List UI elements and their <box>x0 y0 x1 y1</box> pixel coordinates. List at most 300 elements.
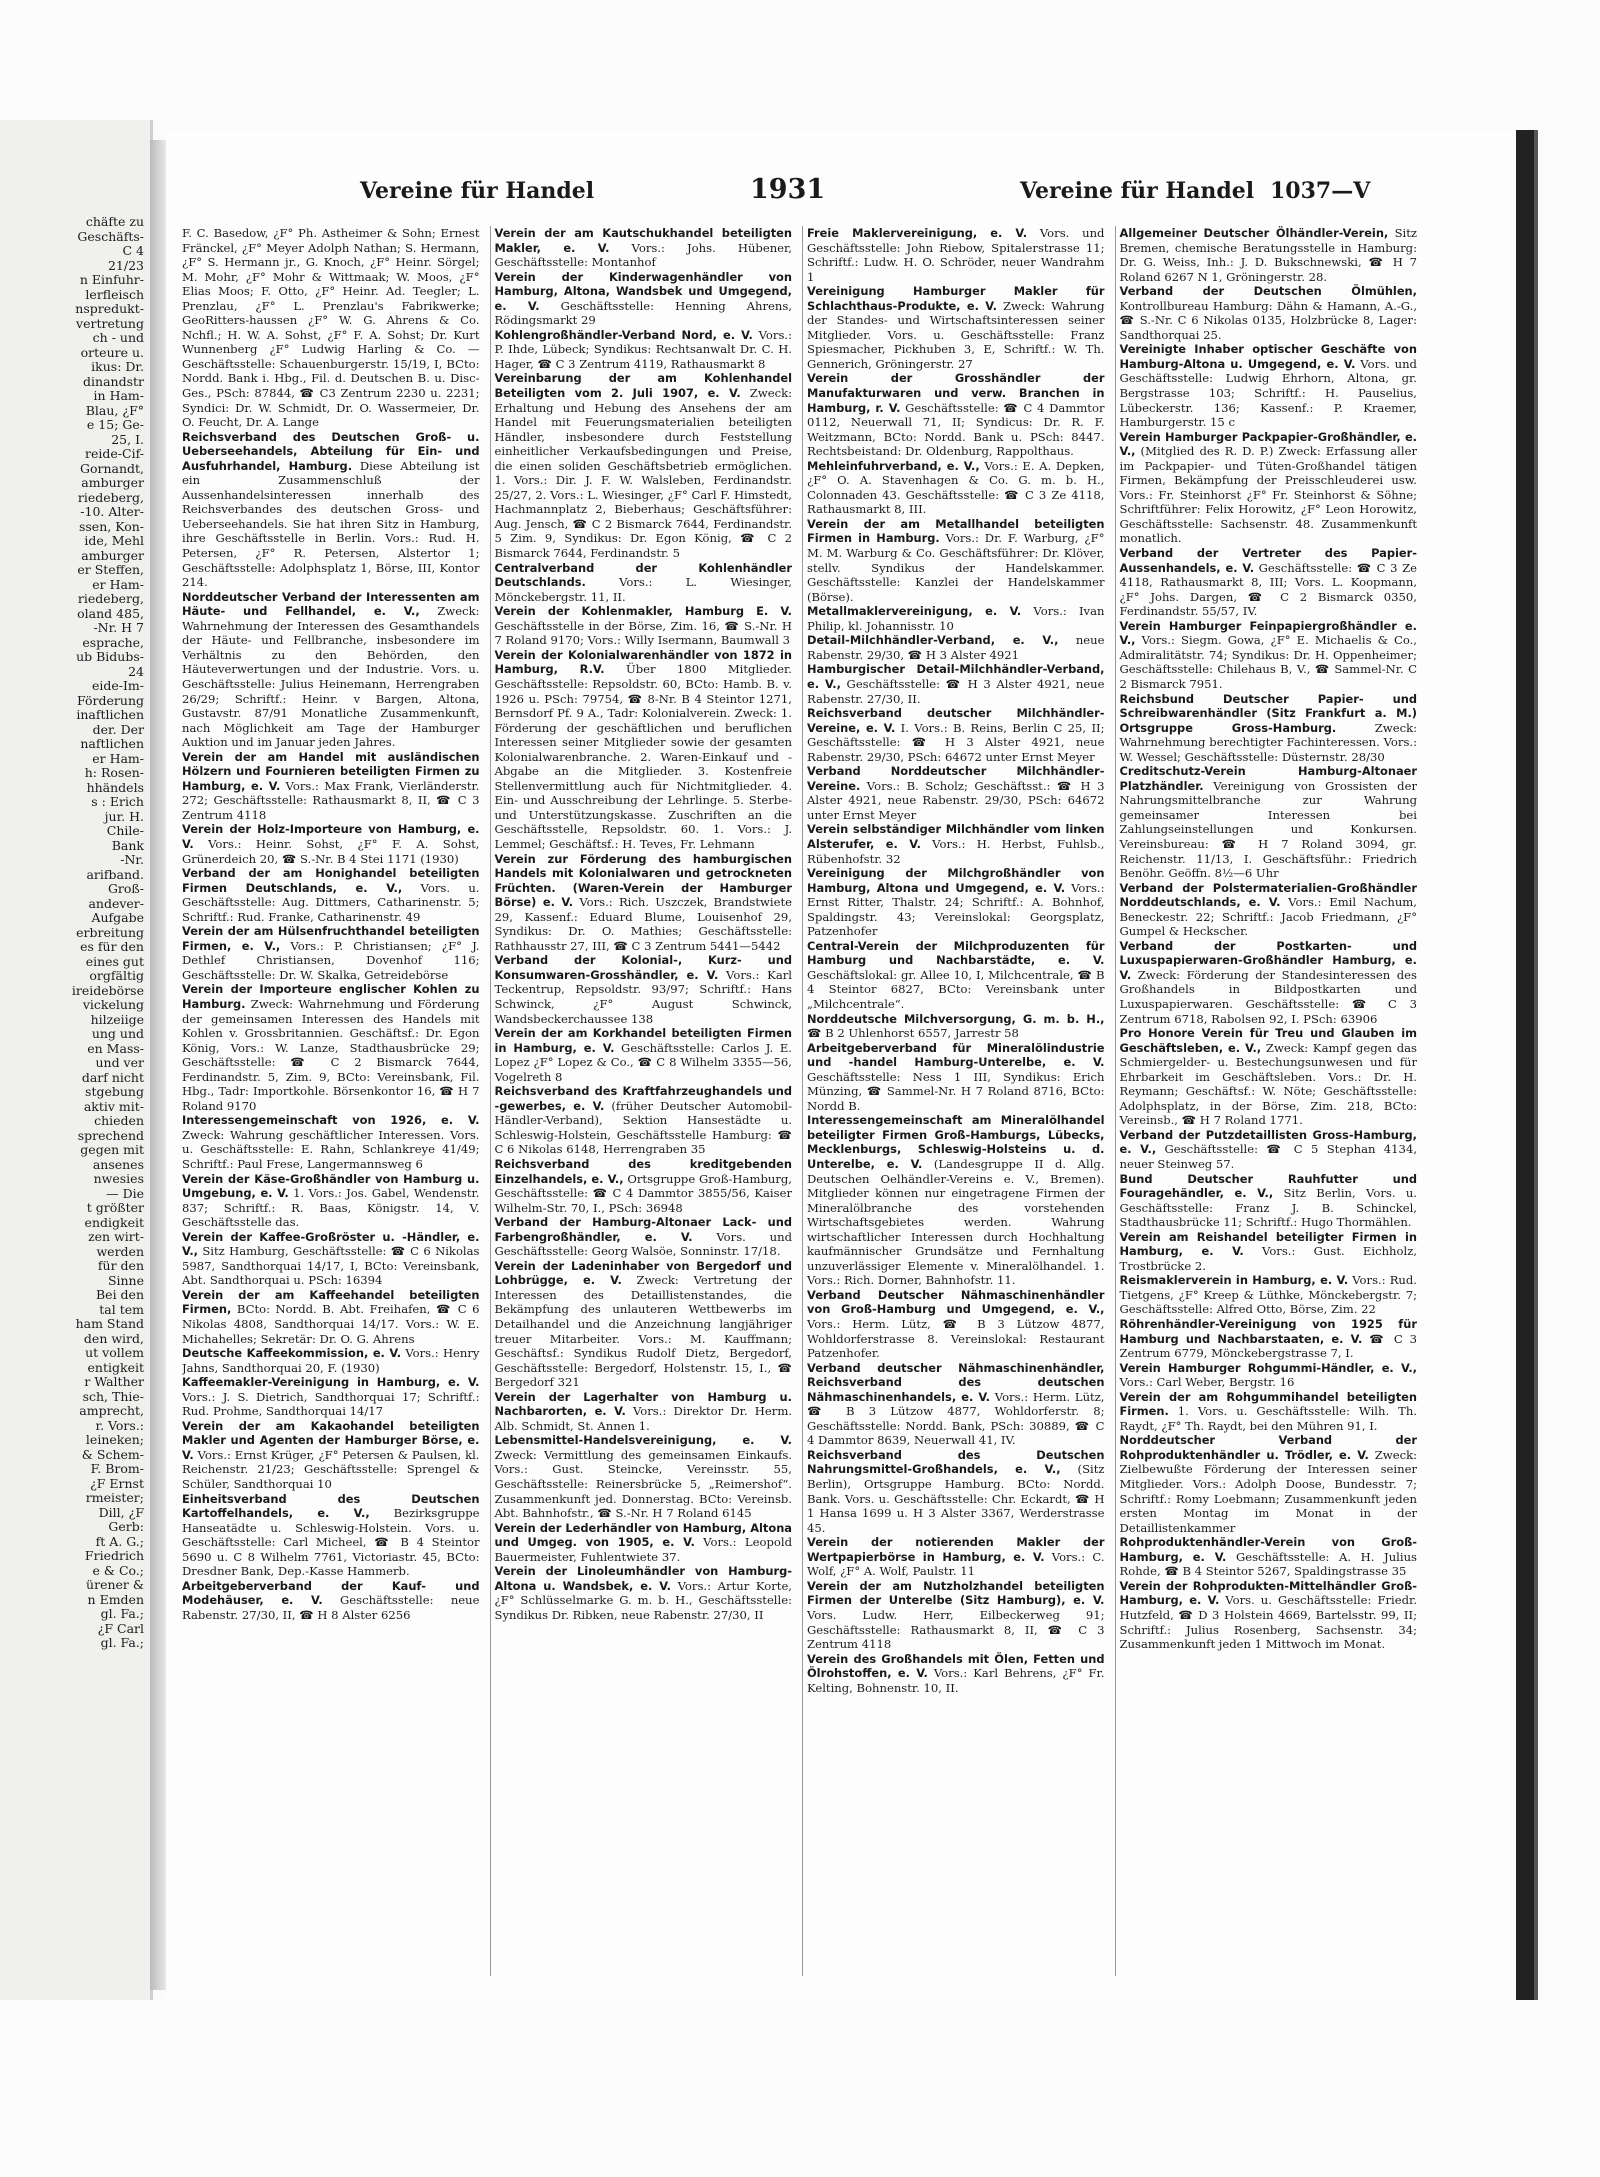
entry-body: (Mitglied des R. D. P.) Zweck: Erfassung aller im Packpapier- und Tüten-Großhandel tätigen Firmen, Bekämpfung der Preisschleuderei usw. Vors.: Fr. Steinhorst ¿F° Fr. Steinhorst & Söhne; Schriftführer: Felix Horowitz, ¿F° Leon Horowitz, Geschäftsstelle: Sachsenstr. 48. Zusammenkunft monatlich. <box>1119 444 1417 546</box>
adjacent-page-line: ub Bidubs- <box>76 650 144 664</box>
adjacent-page-line: r. Vors.: <box>95 1418 144 1433</box>
page-header <box>190 174 1415 218</box>
adjacent-page-line: ¿F Ernst <box>90 1476 144 1491</box>
entry-body: Sitz Bremen, chemische Beratungsstelle in Hamburg: Dr. G. Weiss, Inh.: J. D. Bukschnewski, ☎ H 7 Roland 6267 N 1, Gröningerstr. 28. <box>1119 226 1417 284</box>
entry-body: Zweck: Wahrung geschäftlicher Interessen. Vors. u. Geschäftsstelle: E. Rahn, Schlankreye 41/49; Schriftf.: Paul Frese, Langermannsweg 6 <box>182 1127 480 1171</box>
entry-title: Verein am Reishandel beteiligter Firmen in Hamburg, e. V. <box>1119 1229 1417 1259</box>
entry-body: Vors.: C. Wolf, ¿F° A. Wolf, Paulstr. 11 <box>807 1549 1105 1579</box>
adjacent-page-line: Gerb: <box>108 1520 144 1534</box>
adjacent-page-line: 21/23 <box>107 258 144 273</box>
entry-body: Zweck: Wahrnehmung und Förderung der gemeinsamen Interessen des Handels mit Kohlen v. Grossbritannien. Geschäftsf.: Dr. Egon König, Vors.: W. Lanze, Stadthausbrücke 29; Geschäftsstelle: ☎ C 2 Bismarck 7644, Ferdinandstr. 5, Zim. 9, BCto: Vereinsbank, Fil. Hbg., Tadr: Importkohle. Börsenkontor 16, ☎ H 7 Roland 9170 <box>182 996 480 1113</box>
directory-entry <box>1120 1579 1418 1652</box>
entry-title: Interessengemeinschaft von 1926, e. V. <box>182 1113 480 1128</box>
directory-entry <box>495 226 793 270</box>
entry-body: Vors.: Henry Jahns, Sandthorquai 20, F. (1930) <box>182 1346 480 1375</box>
entry-body: Vors.: L. Wiesinger, Mönckebergstr. 11, II. <box>494 575 792 604</box>
entry-body: Vors.: Herm. Lütz, ☎ B 3 Lützow 4877, Wohldorferstr. 8; Geschäftsstelle: Nordd. Bank, PSch: 30889, ☎ C 4 Dammtor 8639, Neuerwall 41, IV. <box>807 1389 1105 1448</box>
directory-entry <box>1120 881 1418 939</box>
directory-entry <box>807 1579 1105 1652</box>
adjacent-page-line: hhändels <box>86 780 144 795</box>
directory-entry <box>182 1579 480 1623</box>
entry-body: Vors.: Leopold Bauermeister, Fuhlentwiete 37. <box>494 1535 792 1564</box>
directory-column-1 <box>182 226 480 1976</box>
directory-entry <box>807 1535 1105 1579</box>
entry-title: Rohproduktenhändler-Verein von Groß-Hamburg, e. V. <box>1119 1535 1417 1564</box>
directory-entry <box>182 1113 480 1171</box>
adjacent-page-line: — Die <box>106 1186 144 1201</box>
adjacent-page-line: naftlichen <box>80 737 144 751</box>
adjacent-page-line: Förderung <box>77 693 144 708</box>
adjacent-page-strip <box>0 120 153 2000</box>
directory-entry <box>182 1419 480 1492</box>
adjacent-page-line: eines gut <box>85 954 144 969</box>
directory-entry <box>495 270 793 328</box>
entry-body: Vors.: Gust. Eichholz, Trostbrücke 2. <box>1119 1244 1417 1273</box>
header-right-title: Vereine für Handel <box>1020 178 1255 204</box>
entry-title: Arbeitgeberverband der Kauf- und Modehäuser, e. V. <box>182 1578 480 1608</box>
entry-body: Vors. u. Geschäftsstelle: Aug. Dittmers, Catharinenstr. 5; Schriftf.: Rud. Franke, Catharinenstr. 49 <box>182 880 480 924</box>
entry-body: Vors.: Herm. Lütz, ☎ B 3 Lützow 4877, Wohldorferstrasse 8. Vereinslokal: Restaurant Patzenhofer. <box>807 1317 1105 1361</box>
directory-entry <box>182 1230 480 1288</box>
directory-entry <box>182 430 480 590</box>
adjacent-page-line: riedeberg, <box>77 592 144 606</box>
directory-entry <box>807 939 1105 1012</box>
adjacent-page-line: Aufgabe <box>91 911 144 925</box>
book-gutter <box>150 140 166 1990</box>
entry-title: Verband der Putzdetaillisten Gross-Hamburg, e. V., <box>1119 1127 1417 1157</box>
adjacent-page-line: Chile- <box>106 824 144 838</box>
adjacent-page-line: ürener & <box>86 1578 144 1592</box>
adjacent-page-line: ¿F Carl <box>97 1621 144 1636</box>
entry-title: Verein der Kaffee-Großröster u. -Händler, e. V., <box>182 1229 480 1259</box>
adjacent-page-line: esprache, <box>82 635 144 650</box>
entry-body: Vors. u. Geschäftsstelle: Friedr. Hutzfeld, ☎ D 3 Holstein 4669, Bartelsstr. 99, II; Schriftf.: Julius Rosenberg, Sachsenstr. 34; Zusammenkunft jeden 1 Mittwoch im Monat. <box>1119 1593 1417 1652</box>
adjacent-page-line: für den <box>97 1259 144 1273</box>
directory-column-3 <box>802 226 1105 1976</box>
entry-title: Deutsche Kaffeekommission, e. V. <box>182 1346 402 1361</box>
entry-title: Verein zur Förderung des hamburgischen Handels mit Kolonialwaren und getrockneten Früchten. (Waren-Verein der Hamburger Börse) e. V. <box>494 851 792 910</box>
adjacent-page-line: darf nicht <box>81 1070 144 1085</box>
entry-body: Vors.: E. A. Depken, ¿F° O. A. Stavenhagen & Co. G. m. b. H., Colonnaden 43. Geschäftsstelle: ☎ C 3 Ze 4118, Rathausmarkt 8, III. <box>807 458 1105 517</box>
entry-title: Einheitsverband des Deutschen Kartoffelhandels, e. V., <box>182 1491 480 1521</box>
directory-entry <box>807 1448 1105 1535</box>
entry-title: Kaffeemakler-Vereinigung in Hamburg, e. V. <box>182 1375 480 1390</box>
directory-entry <box>807 604 1105 633</box>
entry-body: F. C. Basedow, ¿F° Ph. Astheimer & Sohn; Ernest Fränckel, ¿F° Meyer Adolph Nathan; S. Hermann, ¿F° S. Hermann jr., G. Knoch, ¿F° Heinr. Sörgel; M. Mohr, ¿F° Mohr & Wittmaak; W. Moos, ¿F° Elias Moos; F. Otto, ¿F° Heinr. Ad. Teegler; L. Prenzlau, ¿F° L. Prenzlau's Fabrikwerke; GeoRitters-haussen ¿F° W. G. Ahrens & Co. Nchfl.; H. W. A. Sohst, ¿F° F. A. Sohst; Dr. Kurt Wunnenberg ¿F° Ludwig Harling & Co. — Geschäftsstelle: Schauenburgerstr. 15/19, I, BCto: Nordd. Bank i. Hbg., Fil. d. Deutschen B. u. Disc-Ges., PSch: 87844, ☎ C3 Zentrum 2230 u. 2231; Syndici: Dr. W. Schmidt, Dr. O. Wassermeier, Dr. O. Feucht, Dr. A. Lange <box>182 226 480 430</box>
entry-title: Arbeitgeberverband für Mineralölindustrie und -handel Hamburg-Unterelbe, e. V. <box>807 1040 1105 1070</box>
entry-title: Verband der Vertreter des Papier-Aussenhandels, e. V. <box>1119 546 1417 575</box>
entry-title: Verein des Großhandels mit Ölen, Fetten und Ölrohstoffen, e. V. <box>807 1651 1105 1681</box>
entry-title: Verein der am Handel mit ausländischen Hölzern und Fournieren beteiligten Firmen zu Hamburg, e. V. <box>182 749 480 793</box>
directory-entry <box>807 226 1105 284</box>
entry-title: Verein der am Korkhandel beteiligten Firmen in Hamburg, e. V. <box>494 1026 792 1055</box>
entry-body: Vors. Ludw. Herr, Eilbeckerweg 91; Geschäftsstelle: Rathausmarkt 8, II, ☎ C 3 Zentrum 4118 <box>807 1607 1105 1652</box>
adjacent-page-line: es für den <box>80 940 144 954</box>
adjacent-page-line: Bank <box>111 838 144 853</box>
adjacent-page-line: & Schem- <box>81 1447 144 1462</box>
entry-body: (früher Deutscher Automobil-Händler-Verband), Sektion Hansestädte u. Schleswig-Holstein, Geschäftsstelle Hamburg: ☎ C 6 Nikolas 6148, Herrengraben 35 <box>494 1098 792 1157</box>
directory-entry <box>1120 1230 1418 1274</box>
adjacent-page-line: h: Rosen- <box>84 766 144 780</box>
adjacent-page-line: dinandstr <box>83 374 144 389</box>
entry-body: Geschäftsstelle: ☎ C 5 Stephan 4134, neuer Steinweg 57. <box>1119 1142 1417 1171</box>
adjacent-page-line: r Walther <box>84 1375 144 1389</box>
directory-entry <box>495 1521 793 1565</box>
entry-body: Diese Abteilung ist ein Zusammenschluß der Aussenhandelsinteressen innerhalb des Reichsverbandes des deutschen Gross- und Ueberseehandels. Sie hat ihren Sitz in Hamburg, ihre Geschäftsstelle in Berlin. Vors.: Rud. H. Petersen, ¿F° R. Petersen, Alstertor 1; Geschäftsstelle: Adolphsplatz 1, Börse, III, Kontor 214. <box>182 458 480 590</box>
adjacent-page-line: tal tem <box>99 1302 144 1317</box>
entry-title: Verein der am Metallhandel beteiligten Firmen in Hamburg. <box>807 516 1105 546</box>
entry-title: Reichsverband deutscher Milchhändler-Vereine, e. V. <box>807 706 1105 735</box>
adjacent-page-line: gegen mit <box>80 1143 144 1157</box>
adjacent-page-line: riedeberg, <box>77 490 144 505</box>
entry-body: Geschäftslokal: gr. Allee 10, I, Milchcentrale, ☎ B 4 Steintor 6827, BCto: Vereinsbank unter „Milchcentrale“. <box>807 967 1105 1011</box>
entry-title: Verein selbständiger Milchhändler vom linken Alsterufer, e. V. <box>807 822 1105 851</box>
directory-columns <box>182 226 1417 1976</box>
adjacent-page-line: werden <box>96 1244 144 1259</box>
adjacent-page-line: en Mass- <box>87 1041 144 1056</box>
adjacent-page-line: ham Stand <box>75 1317 144 1331</box>
adjacent-page-line: er Steffen, <box>77 563 144 577</box>
adjacent-page-line: sprechend <box>77 1128 144 1143</box>
adjacent-page-text <box>4 215 144 1651</box>
adjacent-page-line: nwesies <box>93 1172 144 1186</box>
entry-body: 1. Vors.: Jos. Gabel, Wendenstr. 837; Schriftf.: R. Baas, Königstr. 14, V. Geschäftsstelle das. <box>182 1186 480 1230</box>
entry-title: Vereinbarung der am Kohlenhandel Beteiligten vom 2. Juli 1907, e. V. <box>494 371 792 401</box>
entry-title: Verein der Linoleumhändler von Hamburg-Altona u. Wandsbek, e. V. <box>494 1564 792 1593</box>
adjacent-page-line: chäfte zu <box>85 215 144 229</box>
adjacent-page-line: Blau, ¿F° <box>85 403 144 418</box>
entry-body: Zweck: Erhaltung und Hebung des Ansehens der am Handel mit Feuerungsmaterialien beteiligten Händler, insbesondere durch Feststellung einheitlicher Verkaufsbedingungen und Preise, die einen soliden Geschäftsbetrieb ermöglichen. 1. Vors.: Dir. J. F. W. Walsleben, Ferdinandstr. 25/27, 2. Vors.: L. Wiesinger, ¿F° Carl F. Himstedt, Hachmannplatz 2, Bieberhaus; Geschäftsführer: Aug. Jensch, ☎ C 2 Bismarck 7644, Ferdinandstr. 5 Zim. 9, Syndikus: Dr. Egon König, ☎ C 2 Bismarck 7644, Ferdinandstr. 5 <box>494 386 792 561</box>
entry-title: Verband deutscher Nähmaschinenhändler, Reichsverband des deutschen Nähmaschinenhandels, e. V. <box>807 1360 1105 1404</box>
adjacent-page-line: gl. Fa.; <box>100 1636 144 1650</box>
directory-entry <box>1120 342 1418 429</box>
adjacent-page-line: jur. H. <box>104 809 144 824</box>
adjacent-page-line: zen wirt- <box>88 1230 144 1244</box>
adjacent-page-line: Friedrich <box>84 1549 144 1563</box>
adjacent-page-line: endigkeit <box>84 1215 144 1230</box>
entry-body: Vors.: Direktor Dr. Herm. Alb. Schmidt, St. Annen 1. <box>494 1404 792 1433</box>
directory-entry <box>495 604 793 648</box>
entry-title: Verein der Lederhändler von Hamburg, Altona und Umgeg. von 1905, e. V. <box>494 1520 792 1550</box>
adjacent-page-line: C 4 <box>122 244 144 258</box>
entry-title: Hamburgischer Detail-Milchhändler-Verband, e. V., <box>807 662 1105 691</box>
adjacent-page-line: F. Brom- <box>90 1462 144 1476</box>
adjacent-page-line: eide-Im- <box>91 679 144 693</box>
directory-entry <box>495 1259 793 1390</box>
entry-title: Bund Deutscher Rauhfutter und Fouragehändler, e. V., <box>1119 1171 1417 1201</box>
entry-title: Norddeutscher Verband der Interessenten am Häute- und Fellhandel, e. V., <box>182 589 480 619</box>
entry-title: Verein der Ladeninhaber von Bergedorf und Lohbrügge, e. V. <box>494 1258 792 1288</box>
directory-entry <box>495 1026 793 1084</box>
directory-entry <box>807 517 1105 604</box>
entry-title: Verein der am Hülsenfruchthandel beteiligten Firmen, e. V., <box>182 924 480 953</box>
directory-entry <box>807 459 1105 517</box>
entry-body: Zweck: Vermittlung des gemeinsamen Einkaufs. Vors.: Gust. Steincke, Vereinsstr. 55, Geschäftsstelle: Reinersbrücke 5, „Reimershof“. Zusammenkunft jed. Donnerstag. BCto: Vereinsb. Abt. Bahnhofstr., ☎ S.-Nr. H 7 Roland 6145 <box>494 1447 792 1521</box>
adjacent-page-line: ut vollem <box>85 1346 144 1360</box>
directory-entry <box>1120 1361 1418 1390</box>
directory-entry <box>182 982 480 1113</box>
entry-title: Verein Hamburger Rohgummi-Händler, e. V., <box>1119 1360 1417 1375</box>
directory-entry <box>182 866 480 924</box>
entry-body: Vors.: J. S. Dietrich, Sandthorquai 17; Schriftf.: Rud. Prohme, Sandthorquai 14/17 <box>182 1389 480 1419</box>
entry-title: Verein der am Kakaohandel beteiligten Makler und Agenten der Hamburger Börse, e. V. <box>182 1418 480 1462</box>
entry-title: Verband Norddeutscher Milchhändler-Vereine. <box>807 764 1105 793</box>
entry-body: Vors.: P. Christiansen; ¿F° J. Dethlef Christiansen, Dovenhof 116; Geschäftsstelle: Dr. W. Skalka, Getreidebörse <box>182 938 480 982</box>
entry-body: Kontrollbureau Hamburg: Dähn & Hamann, A.-G., ☎ S.-Nr. C 6 Nikolas 0135, Holzbrücke 8, Lager: Sandthorquai 25. <box>1119 298 1417 342</box>
entry-body: (Landesgruppe II d. Allg. Deutschen Oelhändler-Vereins e. V., Bremen). Mitglieder können nur eingetragene Firmen der Mineralölbranche des vorstehenden Wirtschaftsgebietes werden. Wahrung wirtschaftlicher Interessen durch Hochhaltung kaufmännischer Grundsätze und Fernhaltung unzuverlässiger Elemente v. Mineralölhandel. 1. Vors.: Rich. Dorner, Bahnhofstr. 11. <box>807 1157 1105 1288</box>
adjacent-page-line: 25, I. <box>111 432 144 447</box>
entry-title: Verband der Hamburg-Altonaer Lack- und Farbengroßhändler, e. V. <box>494 1215 792 1244</box>
entry-body: Bezirksgruppe Hanseatädte u. Schleswig-Holstein. Vors. u. Geschäftsstelle: Carl Micheel, ☎ B 4 Steintor 5690 u. C 8 Wilhelm 7761, Victoriastr. 45, BCto: Dresdner Bank, Dep.-Kasse Hammerb. <box>182 1506 480 1579</box>
adjacent-page-line: lerfleisch <box>85 287 144 302</box>
directory-entry <box>182 226 480 430</box>
directory-entry <box>807 866 1105 939</box>
header-year: 1931 <box>750 174 826 205</box>
entry-body: Geschäftsstelle: Carlos J. E. Lopez ¿F° Lopez & Co., ☎ C 8 Wilhelm 3355—56, Vogelreth 8 <box>494 1040 792 1084</box>
entry-body: (Sitz Berlin), Ortsgruppe Hamburg. BCto: Nordd. Bank. Vors. u. Geschäftsstelle: Chr. Eckardt, ☎ H 1 Hansa 1699 u. H 3 Alster 3367, Werderstrasse 45. <box>807 1462 1105 1535</box>
directory-entry <box>807 706 1105 764</box>
directory-entry <box>495 648 793 852</box>
entry-body: Vors. und Geschäftsstelle: Ludwig Ehrhorn, Altona, gr. Bergstrasse 103; Schriftf.: H. Pauselius, Lübeckerstr. 136; Kassenf.: P. Kraemer, Hamburgerstr. 15 c <box>1119 356 1417 430</box>
entry-body: Vors.: Rud. Tietgens, ¿F° Kreep & Lüthke, Mönckebergstr. 7; Geschäftsstelle: Alfred Otto, Börse, Zim. 22 <box>1119 1273 1417 1317</box>
entry-title: Metallmaklervereinigung, e. V. <box>807 604 1022 619</box>
adjacent-page-line: er Ham- <box>92 577 144 592</box>
directory-entry <box>807 1652 1105 1696</box>
adjacent-page-line: ch - und <box>92 331 144 345</box>
entry-title: Detail-Milchhändler-Verband, e. V., <box>807 633 1059 648</box>
adjacent-page-line: ireidebörse <box>71 983 144 998</box>
directory-column-4 <box>1115 226 1418 1976</box>
adjacent-page-line: vickelung <box>82 998 144 1012</box>
directory-entry <box>1120 226 1418 284</box>
adjacent-page-line: und ver <box>95 1056 144 1070</box>
entry-title: Verein der Lagerhalter von Hamburg u. Nachbarorten, e. V. <box>494 1389 792 1419</box>
entry-title: Verein der Kinderwagenhändler von Hamburg, Altona, Wandsbek und Umgegend, e. V. <box>494 269 792 313</box>
entry-title: Verein der Kohlenmakler, Hamburg E. V. <box>494 604 792 619</box>
entry-body: ☎ B 2 Uhlenhorst 6557, Jarrestr 58 <box>807 1026 1019 1041</box>
entry-body: Über 1800 Mitglieder. Geschäftsstelle: Repsoldstr. 60, BCto: Hamb. B. v. 1926 u. PSch: 79754, ☎ 8-Nr. B 4 Steintor 1271, Bernsdorf Pf. 9 A., Tadr: Kolonialverein. Zweck: 1. Förderung der geschäftlichen und beruflichen Interessen seiner Mitglieder sowie der gesamten Kolonialwarenbranche. 2. Waren-Einkauf und -Abgabe an die Mitglieder. 3. Kostenfreie Stellenvermittlung auch für Nichtmitglieder. 4. Ein- und Ausschreibung der Lehrlinge. 5. Sterbe- und Unterstützungskasse. Zuschriften an die Geschäftsstelle, Repsoldstr. 60. 1. Vors.: J. Lemmel; Geschäftsf.: H. Teves, Fr. Lehmann <box>494 662 792 851</box>
adjacent-page-line: andever- <box>88 896 144 911</box>
directory-entry <box>495 953 793 1026</box>
entry-title: Verband der Postkarten- und Luxuspapierwaren-Großhändler Hamburg, e. V. <box>1119 938 1417 982</box>
entry-title: Reichsverband des Kraftfahrzeughandels und -gewerbes, e. V. <box>494 1084 792 1113</box>
entry-body: Vors.: Siegm. Gowa, ¿F° E. Michaelis & Co., Admiralitätstr. 74; Syndikus: Dr. H. Oppenheimer; Geschäftsstelle: Chilehaus B, V., ☎ Sammel-Nr. C 2 Bismarck 7951. <box>1119 633 1417 691</box>
entry-body: Geschäftsstelle: Henning Ahrens, Rödingsmarkt 29 <box>494 298 792 328</box>
adjacent-page-line: 24 <box>128 664 144 679</box>
entry-body: BCto: Nordd. B. Abt. Freihafen, ☎ C 6 Nikolas 4808, Sandthorquai 14/17. Vors.: W. E. Michahelles; Sekretär: Dr. O. G. Ahrens <box>182 1302 480 1346</box>
entry-title: Reichsverband des Deutschen Nahrungsmittel-Großhandels, e. V., <box>807 1447 1105 1477</box>
entry-title: Verein der Rohprodukten-Mittelhändler Groß-Hamburg, e. V. <box>1119 1578 1417 1608</box>
entry-title: Pro Honore Verein für Treu und Glauben im Geschäftsleben, e. V., <box>1119 1026 1417 1055</box>
entry-title: Reismaklerverein in Hamburg, e. V. <box>1119 1273 1349 1288</box>
entry-body: Zweck: Wahrung der Standes- und Wirtschaftsinteressen seiner Mitglieder. Vors. u. Geschäftsstelle: Franz Spiesmacher, Pickhuben 3, E, Schriftf.: W. Th. Gennerich, Gröningerstr. 27 <box>807 298 1105 371</box>
entry-body: Vors.: Max Frank, Vierländerstr. 272; Geschäftsstelle: Rathausmarkt 8, II, ☎ C 3 Zentrum 4118 <box>182 778 480 822</box>
entry-body: Vors.: Rich. Uszczek, Brandstwiete 29, Kassenf.: Eduard Blume, Louisenhof 29, Syndikus: Dr. O. Mathies; Geschäftsstelle: Rathhausstr 27, III, ☎ C 3 Zentrum 5441—5442 <box>494 895 792 953</box>
entry-body: Vors.: P. Ihde, Lübeck; Syndikus: Rechtsanwalt Dr. C. H. Hager, ☎ C 3 Zentrum 4119, Rathausmarkt 8 <box>494 327 792 371</box>
directory-entry <box>1120 430 1418 546</box>
entry-title: Reichsverband des kreditgebenden Einzelhandels, e. V., <box>494 1157 792 1186</box>
adjacent-page-line: Sinne <box>107 1273 144 1288</box>
entry-body: Geschäftsstelle in der Börse, Zim. 16, ☎ S.-Nr. H 7 Roland 9170; Vors.: Willy Isermann, Baumwall 3 <box>494 618 792 648</box>
adjacent-page-line: -Nr. <box>120 853 144 867</box>
adjacent-page-line: ansenes <box>92 1157 144 1172</box>
directory-entry <box>182 822 480 866</box>
entry-body: Zweck: Wahrnehmung berechtigter Fachinteressen. Vors.: W. Wessel; Geschäftsstelle: Düsternstr. 28/30 <box>1119 720 1417 764</box>
adjacent-page-line: t größter <box>86 1201 144 1215</box>
entry-body: Geschäftsstelle: neue Rabenstr. 27/30, II, ☎ H 8 Alster 6256 <box>182 1593 480 1622</box>
adjacent-page-line: -10. Alter- <box>80 505 144 519</box>
entry-title: Central-Verein der Milchproduzenten für Hamburg und Nachbarstädte, e. V. <box>807 938 1105 968</box>
entry-title: Verein Hamburger Packpapier-Großhändler, e. V., <box>1119 429 1417 459</box>
entry-body: I. Vors.: B. Reins, Berlin C 25, II; Geschäftsstelle: ☎ H 3 Alster 4921, neue Rabenstr. 29/30, PSch: 64672 unter Ernst Meyer <box>807 720 1105 764</box>
adjacent-page-line: Gornandt, <box>79 461 144 476</box>
entry-title: Interessengemeinschaft am Mineralölhandel beteiligter Firmen Groß-Hamburgs, Lübecks, Mecklenburgs, Schleswig-Holsteins u. d. Unterelbe, e. V. <box>807 1113 1105 1171</box>
directory-entry <box>807 1113 1105 1288</box>
entry-title: Reichsverband des Deutschen Groß- u. Ueberseehandels, Abteilung für Ein- und Ausfuhrhandel, Hamburg. <box>182 429 480 473</box>
entry-body: Vors.: H. Herbst, Fuhlsb., Rübenhofstr. 32 <box>807 836 1105 866</box>
adjacent-page-line: Bei den <box>95 1288 144 1302</box>
adjacent-page-line: n Emden <box>87 1592 144 1607</box>
entry-body: Vors.: Artur Korte, ¿F° Schlüsselmarke G. m. b. H., Geschäftsstelle: Syndikus Dr. Ribken, neue Rabenstr. 27/30, II <box>494 1578 792 1622</box>
entry-title: Kohlengroßhändler-Verband Nord, e. V. <box>494 327 753 342</box>
entry-body: Vereinigung von Grossisten der Nahrungsmittelbranche zur Wahrung gemeinsamer Interessen bei Zahlungseinstellungen und Konkursen. Vereinsbureau: ☎ H 7 Roland 3094, gr. Reichenstr. 11/13, I. Geschäftsführ.: Friedrich Benöhr. Geöffn. 8½—6 Uhr <box>1119 778 1417 881</box>
entry-title: Reichsbund Deutscher Papier- und Schreibwarenhändler (Sitz Frankfurt a. M.) Ortsgruppe Gross-Hamburg. <box>1119 691 1417 735</box>
entry-body: Zweck: Vertretung der Interessen des Detaillistenstandes, die Bekämpfung des unlauteren Wettbewerbs im Detailhandel und die Anzeichnung langjähriger treuer Mitarbeiter. Vors.: M. Kauffmann; Geschäftsf.: Syndikus Rudolf Dietz, Bergedorf, Geschäftsstelle: Bergedorf, Holstenstr. 15, I., ☎ Bergedorf 321 <box>494 1273 792 1390</box>
directory-entry <box>495 1157 793 1215</box>
entry-title: Röhrenhändler-Vereinigung von 1925 für Hamburg und Nachbarstaaten, e. V. <box>1119 1317 1417 1346</box>
entry-body: Geschäftsstelle: ☎ H 3 Alster 4921, neue Rabenstr. 27/30, II. <box>807 676 1105 706</box>
adjacent-page-line: amburger <box>81 476 144 490</box>
adjacent-page-line: amburger <box>81 548 144 563</box>
directory-entry <box>182 924 480 982</box>
adjacent-page-line: gl. Fa.; <box>100 1607 144 1621</box>
entry-body: Vors. und Geschäftsstelle: John Riebow, Spitalerstrasse 11; Schriftf.: Ludw. H. O. Schröder, neuer Wandrahm 1 <box>807 226 1105 284</box>
entry-body: Zweck: Förderung der Standesinteressen des Großhandels in Bildpostkarten und Luxuspapierwaren. Geschäftsstelle: ☎ C 3 Zentrum 6718, Rabolsen 92, I. PSch: 63906 <box>1119 967 1417 1026</box>
entry-title: Vereinigung Hamburger Makler für Schlachthaus-Produkte, e. V. <box>807 284 1105 313</box>
directory-entry <box>1120 1390 1418 1434</box>
entry-title: Verein der notierenden Makler der Wertpapierbörse in Hamburg, e. V. <box>807 1535 1105 1564</box>
adjacent-page-line: reide-Cif- <box>85 447 144 461</box>
directory-entry <box>182 750 480 823</box>
adjacent-page-line: n Einfuhr- <box>79 273 144 287</box>
directory-entry <box>1120 1273 1418 1317</box>
directory-entry <box>807 284 1105 371</box>
entry-title: Verein der Grosshändler der Manufakturwaren und verw. Branchen in Hamburg, r. V. <box>807 371 1105 415</box>
header-left-title: Vereine für Handel <box>360 178 595 204</box>
entry-body: Vors.: Ernst Ritter, Thalstr. 24; Schriftf.: A. Bohnhof, Spaldingstr. 43; Vereinslokal: Georgsplatz, Patzenhofer <box>807 880 1105 939</box>
entry-title: Verein der Holz-Importeure von Hamburg, e. V. <box>182 822 480 851</box>
entry-body: Zweck: Wahrnehmung der Interessen des Gesamthandels der Häute- und Fellbranche, insbesondere im Verhältnis zu den Behörden, den Häuteverwertungen und der Industrie. Vors. u. Geschäftsstelle: Julius Heinemann, Herrengraben 26/29; Schriftf.: Heinr. v Bargen, Altona, Gustavstr. 87/91 Monatliche Zusammenkunft, nach Möglichkeit am Tage der Hamburger Auktion und im Januar jeden Jahres. <box>182 604 480 750</box>
directory-entry <box>1120 1026 1418 1128</box>
directory-entry <box>1120 1433 1418 1535</box>
entry-body: Vors. und Geschäftsstelle: Georg Walsöe, Sonninstr. 17/18. <box>494 1229 792 1259</box>
directory-entry <box>1120 546 1418 619</box>
entry-body: Vors.: Emil Nachum, Beneckestr. 22; Schriftf.: Jacob Friedmann, ¿F° Gumpel & Heckscher. <box>1119 895 1417 939</box>
directory-entry <box>495 1433 793 1520</box>
directory-entry <box>1120 1128 1418 1172</box>
directory-entry <box>1120 1535 1418 1579</box>
entry-body: Vors.: Karl Teckentrup, Repsoldstr. 93/97; Schriftf.: Hans Schwinck, ¿F° August Schwinck, Wandsbeckerchaussee 138 <box>494 967 792 1026</box>
adjacent-page-line: ung und <box>91 1027 144 1041</box>
adjacent-page-line: hilzeiige <box>90 1012 144 1027</box>
page-number: 1037—V <box>1270 178 1371 204</box>
adjacent-page-line: aktiv mit- <box>83 1099 144 1114</box>
directory-entry <box>807 764 1105 822</box>
entry-title: Verband der Polstermaterialien-Großhändler Norddeutschlands, e. V. <box>1119 880 1417 910</box>
entry-body: Vors.: Ernst Krüger, ¿F° Petersen & Paulsen, kl. Reichenstr. 21/23; Geschäftsstelle: Sprengel & Schüler, Sandthorquai 10 <box>182 1447 480 1492</box>
entry-title: Lebensmittel-Handelsvereinigung, e. V. <box>494 1433 792 1448</box>
adjacent-page-line: arifband. <box>86 867 144 882</box>
adjacent-page-line: Dill, ¿F <box>98 1505 144 1520</box>
directory-entry <box>1120 692 1418 765</box>
entry-title: Norddeutscher Verband der Rohproduktenhändler u. Trödler, e. V. <box>1119 1433 1417 1462</box>
directory-entry <box>807 1288 1105 1361</box>
entry-title: Verband Deutscher Nähmaschinenhändler von Groß-Hamburg und Umgegend, e. V., <box>807 1287 1105 1317</box>
entry-title: Creditschutz-Verein Hamburg-Altonaer Platzhändler. <box>1119 764 1417 793</box>
entry-title: Verein der am Kautschukhandel beteiligten Makler, e. V. <box>494 226 792 255</box>
adjacent-page-line: Geschäfts- <box>77 229 144 244</box>
entry-title: Freie Maklervereinigung, e. V. <box>807 226 1028 240</box>
adjacent-page-line: ssen, Kon- <box>78 519 144 534</box>
adjacent-page-line: oland 485, <box>77 606 144 621</box>
entry-body: Zweck: Kampf gegen das Schmiergelder- u. Bestechungsunwesen und für Ehrbarkeit im Geschäftsleben. Vors.: Dr. H. Reymann; Geschäftsf.: W. Nöte; Geschäftsstelle: Adolphsplatz, in der Börse, Zim. 218, BCto: Vereinsb., ☎ H 7 Roland 1771. <box>1119 1040 1417 1128</box>
entry-body: neue Rabenstr. 29/30, ☎ H 3 Alster 4921 <box>807 633 1105 662</box>
entry-body: Geschäftsstelle: ☎ C 3 Ze 4118, Rathausmarkt 8, III; Vors. L. Koopmann, ¿F° Johs. Dargen, ☎ C 2 Bismarck 0350, Ferdinandstr. 55/57, IV. <box>1119 560 1417 619</box>
directory-entry <box>182 1492 480 1579</box>
entry-body: 1. Vors. u. Geschäftsstelle: Wilh. Th. Raydt, ¿F° Th. Raydt, bei den Mühren 91, I. <box>1119 1404 1417 1433</box>
directory-entry <box>182 1346 480 1375</box>
entry-body: Vors.: Dr. F. Warburg, ¿F° M. M. Warburg & Co. Geschäftsführer: Dr. Klöver, stellv. Syndikus der Handelskammer. Geschäftsstelle: Kanzlei der Handelskammer (Börse). <box>807 531 1105 604</box>
directory-entry <box>182 1375 480 1419</box>
entry-body: Vors.: B. Scholz; Geschäftsst.: ☎ H 3 Alster 4921, neue Rabenstr. 29/30, PSch: 64672 unter Ernst Meyer <box>807 778 1105 822</box>
adjacent-page-line: orteure u. <box>80 345 144 360</box>
adjacent-page-line: orgfältig <box>89 969 144 983</box>
entry-body: Vors.: Heinr. Sohst, ¿F° F. A. Sohst, Grünerdeich 20, ☎ S.-Nr. B 4 Stei 1171 (1930) <box>182 836 480 866</box>
directory-entry <box>495 852 793 954</box>
entry-body: Geschäftsstelle: Ness 1 III, Syndikus: Erich Münzing, ☎ Sammel-Nr. H 7 Roland 8716, BCto: Nordd B. <box>807 1069 1105 1113</box>
entry-title: Verein der am Rohgummihandel beteiligten Firmen. <box>1119 1389 1417 1419</box>
entry-title: Verein der am Nutzholzhandel beteiligten Firmen der Unterelbe (Sitz Hamburg), e. V. <box>807 1578 1105 1608</box>
directory-entry <box>1120 284 1418 342</box>
directory-entry <box>495 1084 793 1157</box>
entry-title: Verein der Importeure englischer Kohlen zu Hamburg. <box>182 982 480 1011</box>
entry-body: Geschäftsstelle: A. H. Julius Rohde, ☎ B 4 Steintor 5267, Spaldingstrasse 35 <box>1119 1549 1417 1579</box>
directory-entry <box>1120 1172 1418 1230</box>
adjacent-page-line: entigkeit <box>87 1360 144 1375</box>
directory-entry <box>495 1215 793 1259</box>
directory-entry <box>495 328 793 372</box>
adjacent-page-line: e 15; Ge- <box>86 418 144 432</box>
entry-body: Sitz Hamburg, Geschäftsstelle: ☎ C 6 Nikolas 5987, Sandthorquai 14/17, I, BCto: Vereinsbank, Abt. Sandthorquai u. PSch: 16394 <box>182 1244 480 1288</box>
entry-title: Vereinigung der Milchgroßhändler von Hamburg, Altona und Umgegend, e. V. <box>807 866 1105 895</box>
directory-entry <box>495 561 793 605</box>
adjacent-page-line: sch, Thie- <box>82 1389 144 1404</box>
adjacent-page-line: ide, Mehl <box>84 534 144 548</box>
adjacent-page-line: der. Der <box>92 722 144 737</box>
directory-entry <box>495 371 793 560</box>
entry-body: Vors.: Karl Behrens, ¿F° Fr. Kelting, Bohnenstr. 10, II. <box>807 1666 1105 1695</box>
entry-title: Verein der Käse-Großhändler von Hamburg u. Umgebung, e. V. <box>182 1171 480 1201</box>
entry-body: Vors.: Ivan Philip, kl. Johannisstr. 10 <box>807 604 1105 633</box>
adjacent-page-line: nspredukt- <box>75 302 144 316</box>
adjacent-page-line: rmeister; <box>85 1491 144 1505</box>
adjacent-page-line: vertretung <box>76 316 144 331</box>
adjacent-page-line: amprecht, <box>79 1404 144 1418</box>
adjacent-page-line: -Nr. H 7 <box>93 621 144 635</box>
adjacent-page-line: chieden <box>94 1114 144 1128</box>
directory-entry <box>807 1361 1105 1448</box>
directory-entry <box>807 633 1105 662</box>
